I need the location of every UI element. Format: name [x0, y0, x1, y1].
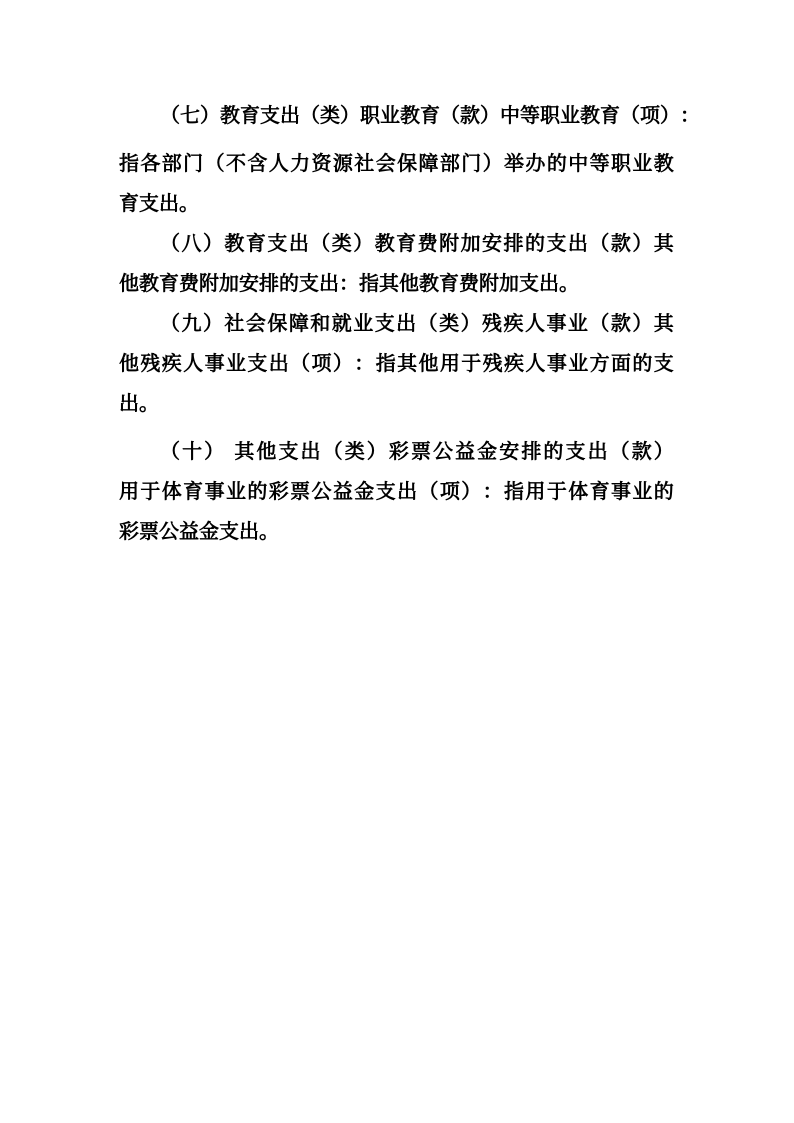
paragraph-7-line-3-text: 育支出。 [119, 191, 199, 215]
paragraph-10-line-3 [0, 511, 794, 551]
paragraph-10-line-3-text: 彩票公益金支出。 [119, 519, 279, 543]
paragraph-10-line-2 [0, 471, 794, 511]
paragraph-9-line-1-text: （ 九 ） 社 会 保 障 和 就 业 支 出 （ 类 ） 残 疾 人 事 业 （ 款 ） 其 [160, 311, 674, 335]
paragraph-7-line-3 [0, 183, 794, 223]
paragraph-10-line-2-text: 用 于 体 育 事 业 的 彩 票 公 益 金 支 出 （ 项 ） ： 指 用 于 体 育 事 业 的 [119, 479, 674, 503]
paragraph-7-line-2 [0, 143, 794, 183]
paragraph-9-line-3-text: 出。 [119, 391, 159, 415]
paragraph-9-line-2 [0, 343, 794, 383]
paragraph-9-line-3 [0, 383, 794, 423]
paragraph-7-line-1-text: （ 七 ） 教 育 支 出 （ 类 ） 职 业 教 育 （ 款 ） 中 等 职 业 教 育 （ 项 ） ： [160, 103, 700, 127]
paragraph-8-line-1 [0, 223, 794, 263]
paragraph-8-line-2 [0, 263, 794, 303]
paragraph-8-line-2-text: 他教育费附加安排的支出：指其他教育费附加支出。 [119, 271, 579, 295]
paragraph-10-line-1-text: （ 十 ） 其 他 支 出 （ 类 ） 彩 票 公 益 金 安 排 的 支 出 （ 款 ） [160, 439, 674, 463]
paragraph-7-line-1 [0, 95, 794, 135]
paragraph-7-line-2-text: 指 各 部 门 （ 不 含 人 力 资 源 社 会 保 障 部 门 ） 举 办 的 中 等 职 业 教 [119, 151, 674, 175]
paragraph-9-line-2-text: 他 残 疾 人 事 业 支 出 （ 项 ） ： 指 其 他 用 于 残 疾 人 事 业 方 面 的 支 [119, 351, 674, 375]
paragraph-9-line-1 [0, 303, 794, 343]
paragraph-8-line-1-text: （ 八 ） 教 育 支 出 （ 类 ） 教 育 费 附 加 安 排 的 支 出 （ 款 ） 其 [160, 231, 674, 255]
paragraph-10-line-1 [0, 431, 794, 471]
